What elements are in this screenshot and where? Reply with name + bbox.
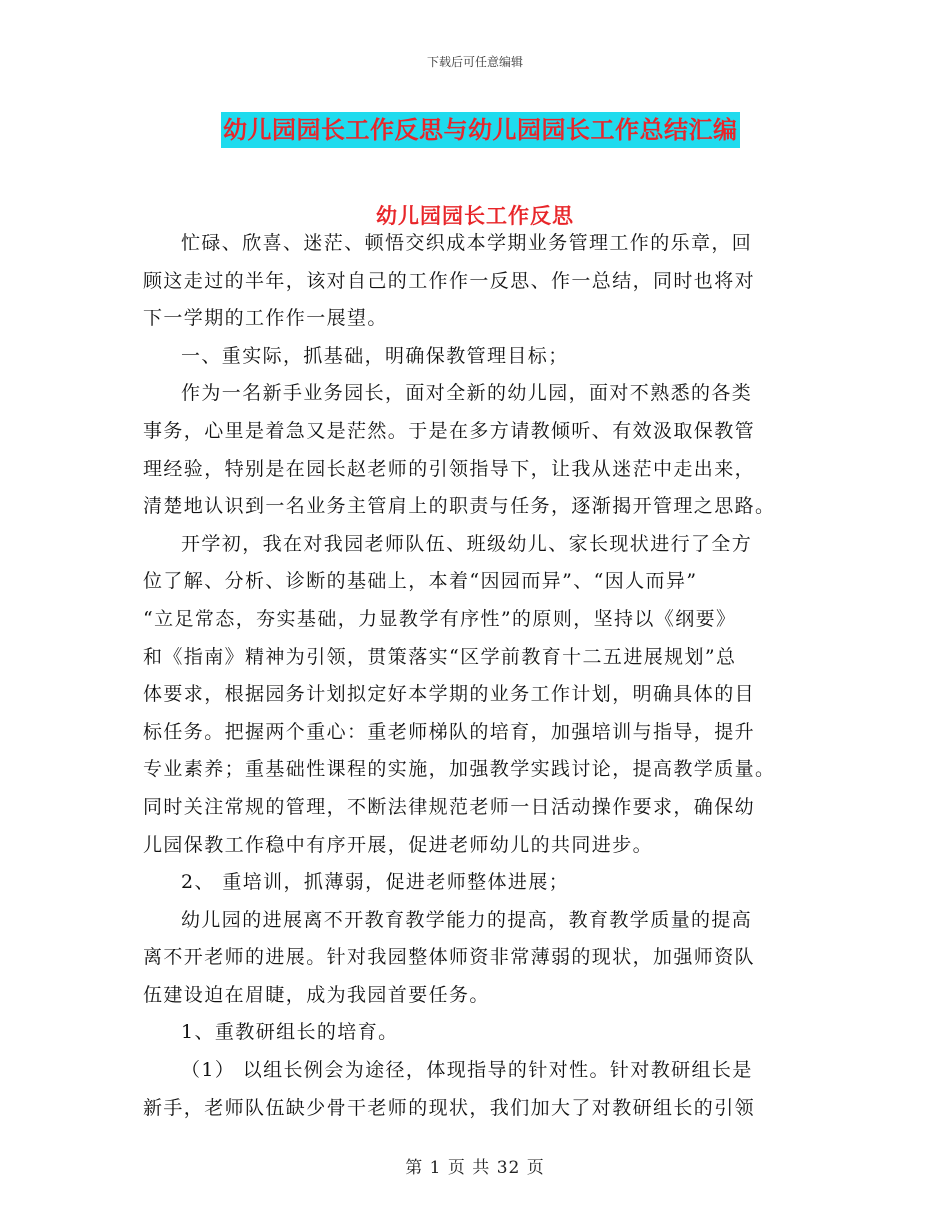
section-title: 幼儿园园长工作反思	[376, 203, 574, 228]
header-note: 下载后可任意编辑	[426, 55, 523, 69]
paragraph	[143, 864, 808, 902]
text-line: 理经验，特别是在园长赵老师的引领指导下，让我从迷茫中走出来，	[143, 457, 756, 480]
paragraph	[143, 1052, 808, 1127]
text-line: 体要求，根据园务计划拟定好本学期的业务工作计划，明确具体的目	[143, 683, 756, 706]
paragraph	[143, 338, 808, 376]
text-line: 新手，老师队伍缺少骨干老师的现状，我们加大了对教研组长的引领	[143, 1096, 756, 1119]
text-line: 清楚地认识到一名业务主管肩上的职责与任务，逐渐揭开管理之思路。	[143, 495, 776, 518]
text-line: 1、重教研组长的培育。	[181, 1021, 399, 1044]
paragraph	[143, 526, 808, 864]
paragraph	[143, 225, 808, 338]
text-line: 标任务。把握两个重心：重老师梯队的培育，加强培训与指导，提升	[143, 720, 756, 743]
text-line: 离不开老师的进展。针对我园整体师资非常薄弱的现状，加强师资队	[143, 946, 756, 969]
text-line: 下一学期的工作作一展望。	[143, 307, 388, 330]
text-line: 专业素养；重基础性课程的实施，加强教学实践讨论，提高教学质量。	[143, 758, 776, 781]
text-line: 2、 重培训，抓薄弱，促进老师整体进展；	[181, 871, 570, 894]
text-line: 一、重实际，抓基础，明确保教管理目标；	[181, 344, 569, 367]
text-line: 伍建设迫在眉睫，成为我园首要任务。	[143, 983, 490, 1006]
paragraph	[143, 1014, 808, 1052]
page-footer: 第 1 页 共 32 页	[405, 1158, 545, 1178]
text-line: 同时关注常规的管理，不断法律规范老师一日活动操作要求，确保幼	[143, 795, 756, 818]
text-line: 作为一名新手业务园长，面对全新的幼儿园，面对不熟悉的各类	[181, 382, 753, 405]
paragraph	[143, 375, 808, 525]
main-title: 幼儿园园长工作反思与幼儿园园长工作总结汇编	[221, 112, 740, 148]
text-line: 顾这走过的半年，该对自己的工作作一反思、作一总结，同时也将对	[143, 269, 756, 292]
paragraph	[143, 902, 808, 1015]
body-text	[143, 225, 808, 1127]
text-line: 事务，心里是着急又是茫然。于是在多方请教倾听、有效汲取保教管	[143, 419, 756, 442]
text-line: 开学初，我在对我园老师队伍、班级幼儿、家长现状进行了全方	[181, 532, 753, 555]
text-line: “立足常态，夯实基础，力显教学有序性”的原则，坚持以《纲要》	[143, 607, 737, 630]
text-line: 和《指南》精神为引领，贯策落实“区学前教育十二五进展规划”总	[143, 645, 737, 668]
text-line: 忙碌、欣喜、迷茫、顿悟交织成本学期业务管理工作的乐章，回	[181, 232, 753, 254]
text-line: 位了解、分析、诊断的基础上，本着“因园而异”、“因人而异”	[143, 570, 698, 593]
text-line: 儿园保教工作稳中有序开展，促进老师幼儿的共同进步。	[143, 833, 654, 856]
text-line: （1） 以组长例会为途径，体现指导的针对性。针对教研组长是	[181, 1059, 753, 1082]
text-line: 幼儿园的进展离不开教育教学能力的提高，教育教学质量的提高	[181, 908, 753, 931]
